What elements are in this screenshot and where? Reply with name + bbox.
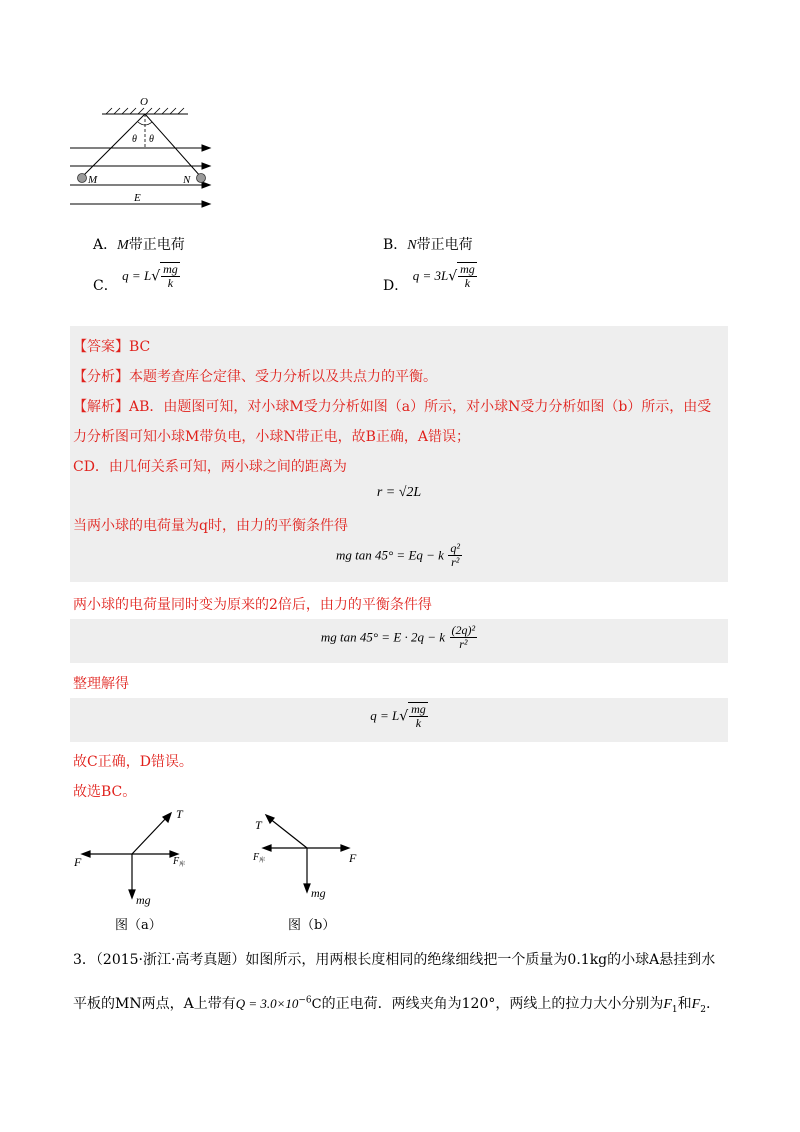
label-t-b: T xyxy=(255,818,262,832)
label-mg-a: mg xyxy=(136,893,151,907)
label-m: M xyxy=(88,174,98,186)
arrow-t-a xyxy=(132,816,168,854)
option-c: C． q = L√ $\frac{mg}{k}$ xyxy=(93,262,178,295)
field-figure xyxy=(60,92,220,214)
label-theta-left: θ xyxy=(132,134,137,145)
option-a: A．M带正电荷 xyxy=(93,237,185,253)
ball-n xyxy=(197,174,206,183)
equation-r: r = √2L xyxy=(376,485,422,500)
label-fk-a: $F_库$ xyxy=(173,856,186,868)
ceiling-hatch xyxy=(106,108,184,114)
equation-balance-2: mg tan 45° = E · 2q − k $\frac{\text{(2q)²}}{\text{r²}}$ xyxy=(320,623,476,652)
ball-m xyxy=(78,174,87,183)
cd-line: CD．由几何关系可知，两小球之间的距离为 xyxy=(73,459,347,475)
equation-q: q = L√ $\frac{mg}{k}$ xyxy=(370,702,426,731)
label-n: N xyxy=(183,174,191,186)
label-fk-b: $F_库$ xyxy=(253,852,266,864)
thread-right xyxy=(145,114,201,177)
caption-b: 图（b） xyxy=(288,918,336,933)
conclusion-1: 故C正确，D错误。 xyxy=(73,754,193,770)
option-b: B．N带正电荷 xyxy=(383,237,473,253)
label-mg-b: mg xyxy=(311,886,326,900)
arrow-t-b xyxy=(269,818,307,848)
label-o: O xyxy=(140,96,148,108)
force-diagram-a xyxy=(70,800,200,912)
label-f-a: F xyxy=(74,855,82,869)
question-3-line-1: 3．（2015·浙江·高考真题）如图所示，用两根长度相同的绝缘细线把一个质量为0.1kg的小球A悬挂到水 xyxy=(73,952,716,968)
force-diagram-b xyxy=(245,800,375,912)
option-d: D． q = 3L√ $\frac{mg}{k}$ xyxy=(383,262,475,295)
answer-line: 【答案】BC xyxy=(73,339,151,355)
label-theta-right: θ xyxy=(149,134,154,145)
label-e: E xyxy=(134,192,141,204)
explain-line-1: 【解析】AB．由题图可知，对小球M受力分析如图（a）所示，对小球N受力分析如图（b）所示，由受 xyxy=(73,399,712,415)
double-charge-line: 两小球的电荷量同时变为原来的2倍后，由力的平衡条件得 xyxy=(73,597,432,613)
question-3-line-2: 平板的MN两点，A上带有$Q = 3.0\times 10^{-6}C$的正电荷．两线夹角为120°，两线上的拉力大小分别为$F_1$和$F_2$. xyxy=(73,995,711,1015)
conclusion-2: 故选BC。 xyxy=(73,784,137,800)
label-f-b: F xyxy=(349,851,357,865)
caption-a: 图（a） xyxy=(115,918,162,933)
analysis-line: 【分析】本题考查库仑定律、受力分析以及共点力的平衡。 xyxy=(73,369,437,385)
explain-line-2: 力分析图可知小球M带负电，小球N带正电，故B正确，A错误； xyxy=(73,429,470,445)
label-t-a: T xyxy=(176,807,183,821)
equation-balance-1: mg tan 45° = Eq − k $\frac{\text{q²}}{\text{r²}}$ xyxy=(335,541,461,570)
thread-left xyxy=(82,114,145,177)
q-line: 当两小球的电荷量为q时，由力的平衡条件得 xyxy=(73,518,348,534)
tidy-line: 整理解得 xyxy=(73,676,129,692)
